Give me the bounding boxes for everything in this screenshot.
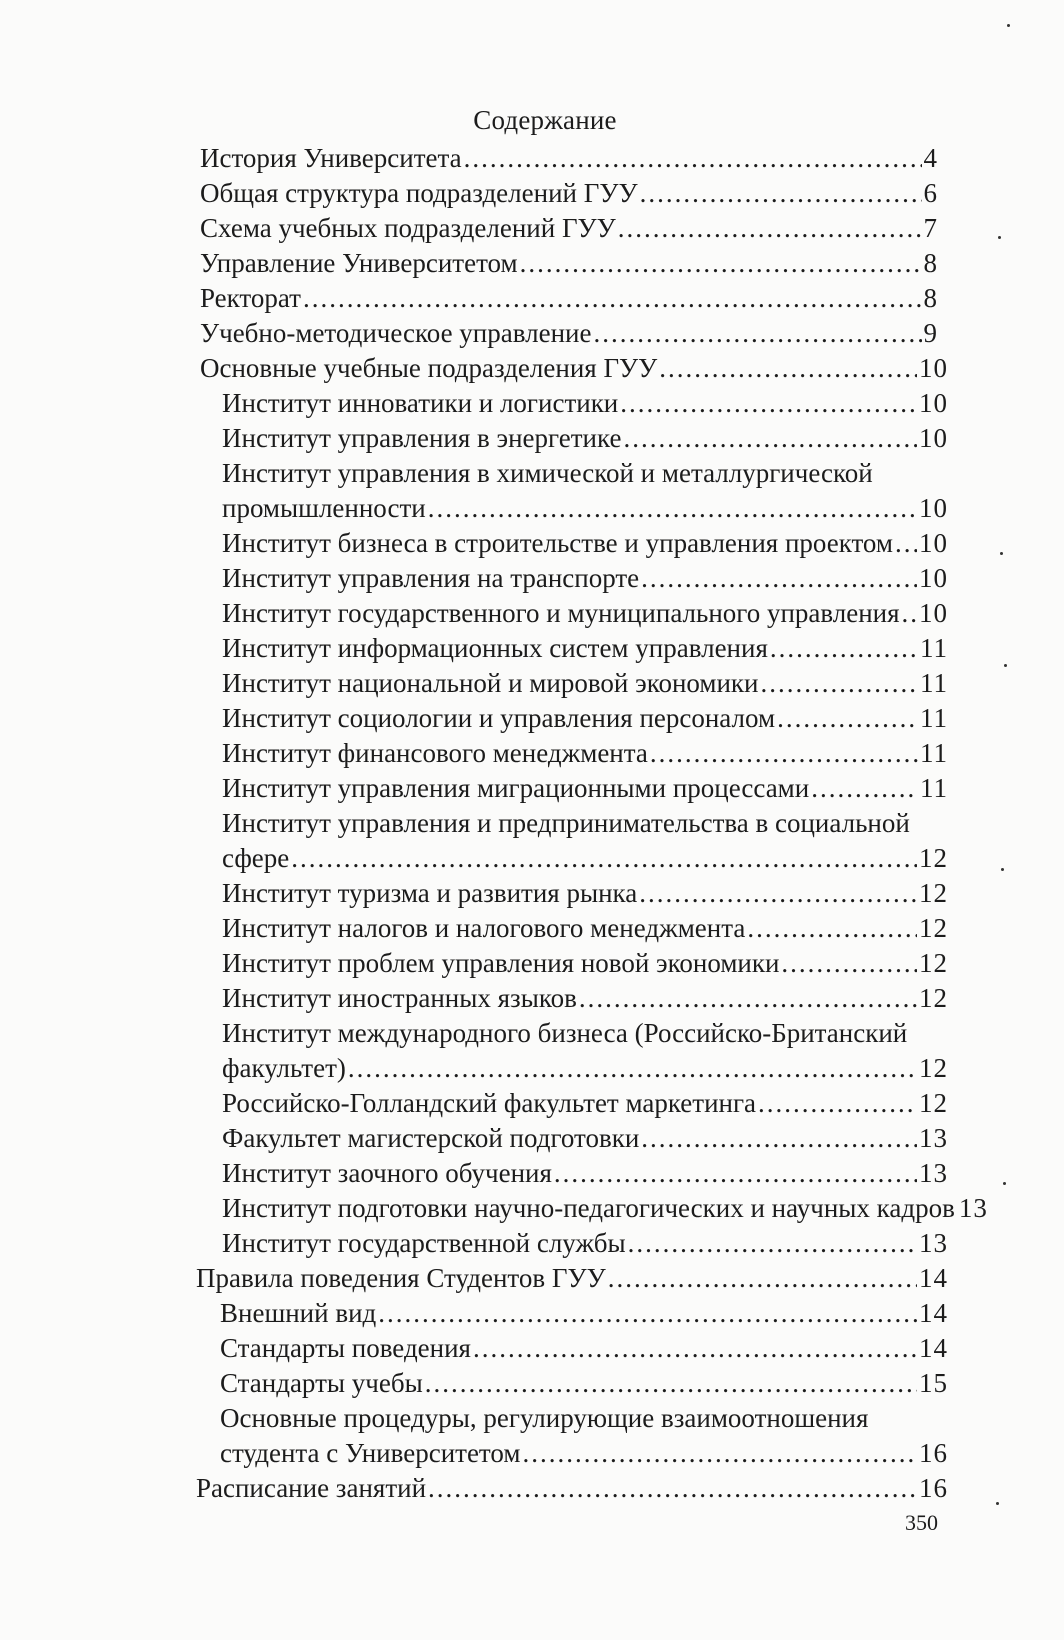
toc-entry-label: Институт информационных систем управления	[222, 633, 768, 663]
leader-dots	[628, 1225, 917, 1261]
toc-entry-page: 6	[923, 178, 938, 208]
toc-entry[interactable]	[200, 140, 938, 176]
leader-dots	[781, 945, 917, 981]
toc-entry-label: Институт финансового менеджмента	[222, 738, 648, 768]
toc-entry[interactable]	[222, 595, 948, 631]
toc-entry-label: сфере	[222, 843, 290, 873]
toc-entry-page: 12	[919, 913, 948, 943]
toc-entry[interactable]	[222, 840, 948, 876]
toc-entry[interactable]	[222, 875, 948, 911]
leader-dots	[291, 840, 917, 876]
leader-dots	[303, 280, 922, 316]
leader-dots	[758, 1085, 917, 1121]
toc-entry[interactable]	[222, 560, 948, 596]
leader-dots	[770, 630, 918, 666]
leader-dots	[348, 1050, 917, 1086]
toc-entry[interactable]	[220, 1435, 948, 1471]
scan-speck	[1004, 664, 1007, 667]
toc-entry[interactable]	[222, 490, 948, 526]
leader-dots	[639, 875, 917, 911]
toc-entry[interactable]	[196, 1260, 948, 1296]
toc-entry-first-line: Институт международного бизнеса (Российско-Британский	[222, 1018, 908, 1048]
toc-entry[interactable]	[222, 1085, 948, 1121]
leader-dots	[650, 735, 918, 771]
toc-entry-label: Стандарты учебы	[220, 1368, 423, 1398]
toc-entry[interactable]	[222, 1190, 988, 1226]
leader-dots	[620, 385, 917, 421]
toc-entry-page: 10	[919, 563, 948, 593]
toc-entry[interactable]	[222, 385, 948, 421]
toc-title: Содержание	[473, 105, 617, 135]
leader-dots	[902, 595, 917, 631]
leader-dots	[608, 1260, 917, 1296]
toc-entry-page: 11	[920, 668, 948, 698]
leader-dots	[428, 1470, 917, 1506]
toc-entry[interactable]	[222, 420, 948, 456]
toc-entry-label: Институт национальной и мировой экономики	[222, 668, 759, 698]
toc-entry-page: 11	[920, 703, 948, 733]
toc-entry-page: 16	[919, 1438, 948, 1468]
toc-entry[interactable]	[196, 1470, 948, 1506]
toc-entry-label: Институт управления на транспорте	[222, 563, 640, 593]
leader-dots	[554, 1155, 917, 1191]
toc-entry-label: Институт государственной службы	[222, 1228, 626, 1258]
toc-entry[interactable]	[220, 1295, 948, 1331]
toc-entry-page: 14	[919, 1298, 948, 1328]
toc-entry[interactable]	[200, 245, 938, 281]
leader-dots	[464, 140, 922, 176]
toc-entry[interactable]	[222, 1050, 948, 1086]
toc-entry-page: 10	[919, 353, 948, 383]
toc-entry[interactable]	[222, 1120, 948, 1156]
leader-dots	[618, 210, 922, 246]
toc-entry[interactable]	[220, 1330, 948, 1366]
toc-entry-label: Правила поведения Студентов ГУУ	[196, 1263, 606, 1293]
leader-dots	[760, 665, 918, 701]
toc-entry-label: Институт проблем управления новой экономики	[222, 948, 780, 978]
toc-entry-page: 14	[919, 1333, 948, 1363]
toc-entry[interactable]	[222, 1225, 948, 1261]
toc-entry-page: 13	[919, 1123, 948, 1153]
toc-entry-label: Управление Университетом	[200, 248, 518, 278]
toc-entry[interactable]	[222, 910, 948, 946]
toc-entry[interactable]	[222, 735, 948, 771]
toc-entry-label: Ректорат	[200, 283, 301, 313]
toc-entry-label: Институт государственного и муниципального управления	[222, 598, 900, 628]
toc-entry[interactable]	[200, 280, 938, 316]
toc-entry-label: Стандарты поведения	[220, 1333, 471, 1363]
toc-entry-page: 11	[920, 738, 948, 768]
toc-entry-label: Схема учебных подразделений ГУУ	[200, 213, 616, 243]
leader-dots	[425, 1365, 917, 1401]
leader-dots	[811, 770, 918, 806]
toc-entry-label: Институт налогов и налогового менеджмента	[222, 913, 746, 943]
toc-entry-page: 12	[919, 1053, 948, 1083]
toc-entry[interactable]	[200, 175, 938, 211]
scan-speck	[996, 1502, 999, 1505]
toc-entry[interactable]	[222, 630, 948, 666]
leader-dots	[777, 700, 918, 736]
toc-entry-first-line: Основные процедуры, регулирующие взаимоотношения	[220, 1403, 869, 1433]
leader-dots	[747, 910, 917, 946]
toc-entry[interactable]	[222, 980, 948, 1016]
toc-entry-label: Институт социологии и управления персоналом	[222, 703, 776, 733]
toc-entry[interactable]	[222, 770, 948, 806]
toc-entry-page: 15	[919, 1368, 948, 1398]
toc-entry-label: История Университета	[200, 143, 462, 173]
toc-entry-label: Институт управления в энергетике	[222, 423, 622, 453]
toc-entry-first-line: Институт управления и предпринимательства в социальной	[222, 808, 910, 838]
leader-dots	[659, 350, 917, 386]
toc-entry-label: промышленности	[222, 493, 426, 523]
toc-entry-label: Российско-Голландский факультет маркетинга	[222, 1088, 757, 1118]
toc-entry-label: Институт заочного обучения	[222, 1158, 552, 1188]
toc-entry[interactable]	[200, 210, 938, 246]
toc-entry-label: Учебно-методическое управление	[200, 318, 592, 348]
toc-entry-page: 11	[920, 773, 948, 803]
toc-entry-label: Институт инноватики и логистики	[222, 388, 619, 418]
leader-dots	[428, 490, 917, 526]
toc-entry[interactable]	[200, 315, 938, 351]
scan-speck	[1007, 24, 1010, 27]
toc-entry-page: 12	[919, 983, 948, 1013]
toc-entry-label: Внешний вид	[220, 1298, 377, 1328]
toc-entry-page: 13	[919, 1158, 948, 1188]
toc-entry[interactable]	[222, 700, 948, 736]
toc-entry-page: 10	[919, 598, 948, 628]
toc-entry-label: Институт туризма и развития рынка	[222, 878, 638, 908]
toc-entry-page: 12	[919, 878, 948, 908]
toc-entry-page: 10	[919, 528, 948, 558]
leader-dots	[895, 525, 917, 561]
toc-entry[interactable]	[222, 665, 948, 701]
toc-entry-page: 12	[919, 1088, 948, 1118]
toc-entry-page: 9	[923, 318, 938, 348]
toc-entry-label: факультет)	[222, 1053, 346, 1083]
toc-entry-page: 14	[919, 1263, 948, 1293]
toc-entry-page: 11	[920, 633, 948, 663]
leader-dots	[641, 1120, 917, 1156]
toc-entry[interactable]	[220, 1365, 948, 1401]
toc-entry-page: 4	[923, 143, 938, 173]
toc-entry[interactable]	[222, 945, 948, 981]
toc-entry-first-line: Институт управления в химической и металлургической	[222, 458, 873, 488]
scan-speck	[1001, 868, 1004, 871]
toc-entry-label: Институт бизнеса в строительстве и управления проектом	[222, 528, 894, 558]
leader-dots	[520, 245, 922, 281]
toc-entry-page: 12	[919, 948, 948, 978]
scan-speck	[1003, 1182, 1006, 1185]
toc-entry-label: Институт иностранных языков	[222, 983, 577, 1013]
toc-entry-label: Факультет магистерской подготовки	[222, 1123, 640, 1153]
toc-entry-label: Институт подготовки научно-педагогических и научных кадров	[222, 1193, 955, 1223]
toc-entry-label: Институт управления миграционными процессами	[222, 773, 810, 803]
toc-entry-page: 13	[919, 1228, 948, 1258]
toc-entry-page: 12	[919, 843, 948, 873]
toc-entry[interactable]	[200, 350, 948, 386]
leader-dots	[473, 1330, 917, 1366]
toc-entry-label: студента с Университетом	[220, 1438, 521, 1468]
leader-dots	[593, 315, 921, 351]
page-number: 350	[905, 1510, 938, 1535]
leader-dots	[579, 980, 917, 1016]
scan-speck	[998, 236, 1001, 239]
leader-dots	[623, 420, 917, 456]
toc-entry-label: Общая структура подразделений ГУУ	[200, 178, 638, 208]
toc-entry[interactable]	[222, 525, 948, 561]
toc-entry-page: 10	[919, 423, 948, 453]
toc-entry-page: 8	[923, 283, 938, 313]
leader-dots	[640, 175, 922, 211]
toc-entry-page: 7	[923, 213, 938, 243]
toc-entry[interactable]	[222, 1155, 948, 1191]
toc-entry-label: Основные учебные подразделения ГУУ	[200, 353, 658, 383]
toc-entry-page: 8	[923, 248, 938, 278]
toc-entry-label: Расписание занятий	[196, 1473, 427, 1503]
toc-entry-page: 13	[958, 1193, 988, 1223]
toc-entry-page: 10	[919, 493, 948, 523]
scan-speck	[1000, 552, 1003, 555]
toc-entry-page: 10	[919, 388, 948, 418]
leader-dots	[378, 1295, 917, 1331]
toc-entry-page: 16	[919, 1473, 948, 1503]
leader-dots	[522, 1435, 917, 1471]
leader-dots	[641, 560, 917, 596]
